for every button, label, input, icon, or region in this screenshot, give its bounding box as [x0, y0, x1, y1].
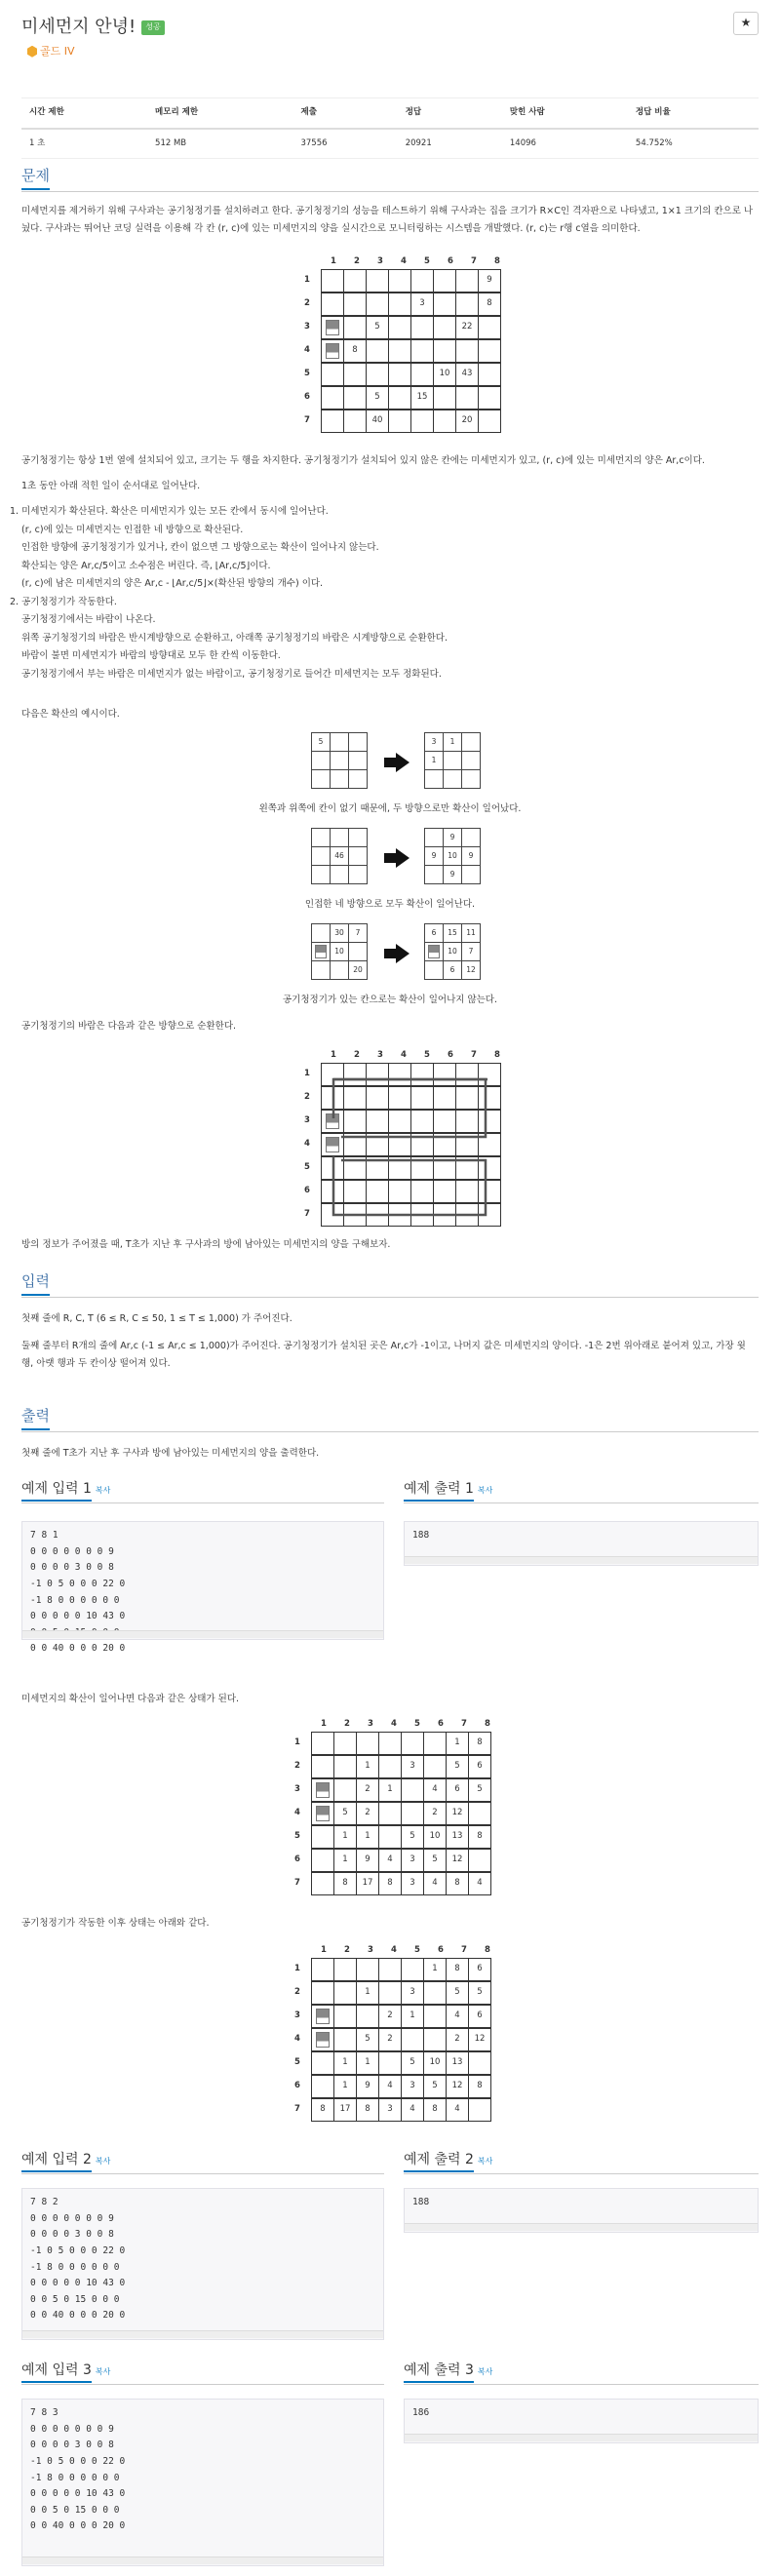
- row-number: 7: [304, 415, 310, 426]
- scrollbar[interactable]: [405, 2434, 758, 2441]
- mini-cell: 9: [461, 846, 481, 866]
- after-clean-note: 공기청정기가 작동한 이후 상태는 아래와 같다.: [21, 1918, 210, 1929]
- example-output-2: 188: [404, 2188, 759, 2233]
- grid-cell: 8: [446, 1872, 469, 1895]
- column-number: 6: [438, 1719, 444, 1729]
- grid-cell: 1: [356, 1981, 379, 2005]
- column-number: 5: [424, 256, 430, 266]
- column-number: 6: [448, 256, 453, 266]
- air-purifier-icon: [316, 2009, 330, 2024]
- column-numbers: [312, 1944, 499, 1958]
- grid-cell: 12: [446, 1802, 469, 1825]
- row-number: 1: [304, 275, 310, 286]
- grid-cell: 1: [333, 2075, 357, 2098]
- row-number: 5: [294, 2057, 300, 2068]
- process-list-item: (r, c)에 있는 미세먼지는 인접한 네 방향으로 확산된다.: [21, 524, 244, 535]
- grid-cell: 2: [446, 2028, 469, 2051]
- wind-arrow-upper: [333, 1079, 486, 1137]
- process-list-item: 인접한 방향에 공기청정기가 있거나, 칸이 없으면 그 방향으로는 확산이 일어나지 않는다.: [21, 542, 379, 554]
- grid-cell: 2: [378, 2028, 402, 2051]
- grid-cell: 1: [333, 1825, 357, 1849]
- grid-cell: 15: [410, 386, 434, 410]
- column-number: 7: [461, 1945, 467, 1955]
- scrollbar[interactable]: [22, 2330, 383, 2338]
- info-header: 메모리 제한: [147, 98, 292, 129]
- grid-cell: 1: [356, 1825, 379, 1849]
- column-number: 8: [485, 1719, 490, 1729]
- mini-cell: 1: [424, 751, 444, 770]
- grid-row: [283, 1755, 499, 1778]
- column-number: 4: [401, 256, 407, 266]
- grid-cell: [378, 1802, 402, 1825]
- column-number: 3: [377, 256, 383, 266]
- air-purifier-icon: [316, 2032, 330, 2048]
- grid-cell: 10: [433, 363, 456, 386]
- spread-caption-1: 왼쪽과 위쪽에 칸이 없기 때문에, 두 방향으로만 확산이 일어났다.: [258, 803, 522, 814]
- grid-cell: [333, 1981, 357, 2005]
- example-input-2: 7 8 2 0 0 0 0 0 0 0 9 0 0 0 0 3 0 0 8 -1 0 5 0 0 0 22 0 -1 8 0 0 0 0 0 0 0 0 0 0 0 10 43 0 0 0 5 0 15 0 0 0 0 0 40 0 0 0 20 0: [21, 2188, 384, 2340]
- grid-cell: 9: [356, 1849, 379, 1872]
- row-number: 3: [294, 1784, 300, 1795]
- column-number: 4: [401, 1050, 407, 1060]
- column-number: 8: [485, 1945, 490, 1955]
- grid-cell: 5: [333, 1802, 357, 1825]
- grid-cell: 1: [401, 2005, 424, 2028]
- grid-cell: 5: [356, 2028, 379, 2051]
- grid-cell: [311, 1732, 334, 1755]
- row-number: 1: [294, 1737, 300, 1748]
- grid-cell: [311, 1872, 334, 1895]
- grid-cell: 17: [356, 1872, 379, 1895]
- grid-cell: 1: [356, 1755, 379, 1778]
- mini-cell: 10: [443, 846, 462, 866]
- grid-cell: 9: [478, 269, 501, 293]
- process-list-item: 확산되는 양은 Ar,c/5이고 소수점은 버린다. 즉, ⌊Ar,c/5⌋이다.: [21, 560, 271, 571]
- grid-cell: 3: [401, 1981, 424, 2005]
- grid-row: [283, 1981, 499, 2005]
- mini-cell: 10: [443, 942, 462, 961]
- spread-example-intro: 다음은 확산의 예시이다.: [21, 709, 120, 720]
- grid-cell: 8: [423, 2098, 447, 2122]
- input-heading: 입력: [21, 1269, 759, 1298]
- mini-cell: 6: [443, 960, 462, 980]
- row-number: 4: [294, 2034, 300, 2045]
- column-number: 5: [424, 1050, 430, 1060]
- grid-row: [283, 1872, 499, 1895]
- mini-cell: 30: [330, 923, 349, 943]
- spread-caption-3: 공기청정기가 있는 칸으로는 확산이 일어나지 않는다.: [282, 995, 497, 1005]
- grid-cell: [356, 2005, 379, 2028]
- grid-cell: 8: [356, 2098, 379, 2122]
- mini-cell: 6: [424, 923, 444, 943]
- example-input-3: 7 8 3 0 0 0 0 0 0 0 9 0 0 0 0 3 0 0 8 -1 0 5 0 0 0 22 0 -1 8 0 0 0 0 0 0 0 0 0 0 0 10 43 0 0 0 5 0 15 0 0 0 0 0 40 0 0 0 20 0: [21, 2399, 384, 2566]
- grid-row: [283, 1958, 499, 1981]
- air-purifier-cell: [311, 1802, 334, 1825]
- grid-cell: [378, 1755, 402, 1778]
- air-purifier-cell: [311, 1778, 334, 1802]
- wind-intro: 공기청정기의 바람은 다음과 같은 방향으로 순환한다.: [21, 1021, 237, 1032]
- grid-cell: 6: [468, 1755, 491, 1778]
- mini-cell: 9: [424, 846, 444, 866]
- process-list-item: 2. 공기청정기가 작동한다.: [10, 596, 117, 607]
- column-number: 4: [391, 1719, 397, 1729]
- scrollbar[interactable]: [405, 1556, 758, 1564]
- grid-cell: 10: [423, 1825, 447, 1849]
- grid-cell: [311, 1958, 334, 1981]
- grid-row: [283, 1778, 499, 1802]
- grid-cell: [401, 1732, 424, 1755]
- row-number: 4: [304, 345, 310, 356]
- mini-cell: 3: [424, 732, 444, 752]
- example-output-2-heading: 예제 출력 2 복사: [404, 2149, 759, 2174]
- column-number: 7: [471, 1050, 477, 1060]
- grid-row: [283, 2098, 499, 2122]
- output-heading: 출력: [21, 1404, 759, 1432]
- info-header: 제출: [292, 98, 397, 129]
- grid-cell: 1: [423, 1958, 447, 1981]
- grid-cell: 5: [401, 1825, 424, 1849]
- purifier-description: 공기청정기는 항상 1번 열에 설치되어 있고, 크기는 두 행을 차지한다. 공기청정기가 설치되어 있지 않은 칸에는 미세먼지가 있고, (r, c)에 있는 미세먼지의 양은 Ar,c이다.: [21, 455, 705, 466]
- copy-button[interactable]: 복사: [477, 2157, 493, 2166]
- grid-cell: 8: [468, 1732, 491, 1755]
- grid-cell: [333, 1755, 357, 1778]
- info-header: 정답 비율: [628, 98, 759, 129]
- grid-cell: 4: [468, 1872, 491, 1895]
- scrollbar[interactable]: [405, 2223, 758, 2231]
- column-number: 1: [331, 1050, 336, 1060]
- column-numbers: [312, 1718, 499, 1732]
- grid-cell: 5: [468, 1778, 491, 1802]
- example-output-3: 186: [404, 2399, 759, 2443]
- row-number: 5: [304, 369, 310, 379]
- grid-cell: 1: [378, 1778, 402, 1802]
- grid-cell: [356, 1732, 379, 1755]
- info-value: 1 초: [21, 129, 147, 159]
- grid-cell: 8: [446, 1958, 469, 1981]
- grid-cell: 5: [423, 1849, 447, 1872]
- column-number: 8: [494, 256, 500, 266]
- grid-cell: [333, 1958, 357, 1981]
- copy-button[interactable]: 복사: [477, 2367, 493, 2376]
- grid-cell: 13: [446, 2051, 469, 2075]
- info-value: 512 MB: [147, 129, 292, 159]
- column-number: 6: [438, 1945, 444, 1955]
- row-number: 5: [304, 1162, 310, 1173]
- grid-cell: [311, 1849, 334, 1872]
- row-number: 7: [304, 1209, 310, 1220]
- mini-cell: 20: [348, 960, 368, 980]
- problem-description: 미세먼지를 제거하기 위해 구사과는 공기청정기를 설치하려고 한다. 공기청정기의 성능을 테스트하기 위해 구사과는 집을 크기가 R×C인 격자판으로 나타냈고, 1×1 크기의 칸으로 나눴다. 구사과는 뛰어난 코딩 실력을 이용해 각 칸 (r, c)에 있는 미세먼지의 양을 실시간으로 모니터링하는 시스템을 개발했다. (r, c)는 r행 c열을 의미한다.: [21, 206, 754, 235]
- mini-cell: 9: [443, 865, 462, 884]
- scrollbar[interactable]: [22, 2556, 383, 2564]
- air-purifier-cell: [311, 2005, 334, 2028]
- grid-cell: 10: [423, 2051, 447, 2075]
- grid-cell: 5: [468, 1981, 491, 2005]
- star-button[interactable]: ★: [733, 12, 759, 35]
- grid-cell: [311, 1755, 334, 1778]
- grid-cell: 5: [446, 1981, 469, 2005]
- grid-cell: 4: [446, 2005, 469, 2028]
- process-list-item: 1. 미세먼지가 확산된다. 확산은 미세먼지가 있는 모든 칸에서 동시에 일어난다.: [10, 506, 329, 517]
- grid-cell: [378, 2051, 402, 2075]
- grid-cell: [378, 1981, 402, 2005]
- mini-cell: 9: [443, 828, 462, 847]
- grid-cell: 9: [356, 2075, 379, 2098]
- row-number: 2: [294, 1761, 300, 1772]
- column-number: 1: [321, 1719, 327, 1729]
- column-number: 6: [448, 1050, 453, 1060]
- grid-cell: [423, 1732, 447, 1755]
- grid-cell: 8: [343, 339, 367, 363]
- grid-cell: [401, 1802, 424, 1825]
- example-output-3-heading: 예제 출력 3 복사: [404, 2360, 759, 2385]
- row-number: 7: [294, 1878, 300, 1889]
- row-number: 6: [294, 2081, 300, 2091]
- grid-cell: 6: [468, 2005, 491, 2028]
- process-list-item: 공기청정기에서 부는 바람은 미세먼지가 없는 바람이고, 공기청정기로 들어간 미세먼지는 모두 정화된다.: [21, 668, 442, 680]
- status-badge: 성공: [141, 20, 164, 35]
- air-purifier-cell: [311, 2028, 334, 2051]
- grid-cell: [378, 1958, 402, 1981]
- process-list-item: (r, c)에 남은 미세먼지의 양은 Ar,c - ⌊Ar,c/5⌋×(확산된 방향의 개수) 이다.: [21, 578, 324, 590]
- grid-cell: 1: [333, 1849, 357, 1872]
- grid-cell: 4: [401, 2098, 424, 2122]
- grid-cell: 8: [468, 1825, 491, 1849]
- example-input-1-heading: 예제 입력 1 복사: [21, 1478, 384, 1503]
- grid-cell: [356, 1958, 379, 1981]
- cleaned-grid: [283, 1944, 499, 2122]
- question-statement: 방의 정보가 주어졌을 때, T초가 지난 후 구사과의 방에 남아있는 미세먼지의 양을 구해보자.: [21, 1239, 391, 1250]
- grid-row: [283, 2028, 499, 2051]
- row-number: 2: [294, 1987, 300, 1998]
- grid-cell: [423, 1755, 447, 1778]
- after-spread-note: 미세먼지의 확산이 일어나면 다음과 같은 상태가 된다.: [21, 1694, 240, 1704]
- row-number: 4: [294, 1808, 300, 1818]
- grid-cell: 40: [366, 410, 389, 433]
- grid-cell: 2: [356, 1802, 379, 1825]
- problem-heading: 문제: [21, 164, 759, 192]
- row-number: 3: [294, 2010, 300, 2021]
- grid-cell: 12: [446, 2075, 469, 2098]
- copy-button[interactable]: 복사: [95, 2157, 111, 2166]
- column-number: 3: [377, 1050, 383, 1060]
- tier-label: 골드 IV: [40, 45, 75, 58]
- row-number: 6: [294, 1854, 300, 1865]
- grid-cell: 4: [378, 2075, 402, 2098]
- column-number: 2: [354, 256, 360, 266]
- grid-cell: [468, 1802, 491, 1825]
- example-input-2-heading: 예제 입력 2 복사: [21, 2149, 384, 2174]
- column-number: 7: [471, 256, 477, 266]
- info-value: 20921: [398, 129, 502, 159]
- grid-cell: [468, 2098, 491, 2122]
- row-number: 3: [304, 1115, 310, 1126]
- grid-cell: 3: [378, 2098, 402, 2122]
- grid-cell: 2: [423, 1802, 447, 1825]
- mini-cell: 7: [461, 942, 481, 961]
- mini-cell: 11: [461, 923, 481, 943]
- column-number: 1: [321, 1945, 327, 1955]
- mini-cell: 46: [330, 846, 349, 866]
- column-number: 3: [368, 1945, 373, 1955]
- mini-cell: 15: [443, 923, 462, 943]
- grid-cell: 5: [446, 1755, 469, 1778]
- grid-cell: 5: [423, 2075, 447, 2098]
- grid-cell: [468, 1849, 491, 1872]
- grid-row: [283, 1732, 499, 1755]
- grid-cell: 12: [446, 1849, 469, 1872]
- info-value: 37556: [292, 129, 397, 159]
- grid-cell: 5: [366, 386, 389, 410]
- row-number: 1: [304, 1069, 310, 1079]
- column-number: 7: [461, 1719, 467, 1729]
- column-number: 2: [344, 1719, 350, 1729]
- grid-cell: [401, 1958, 424, 1981]
- grid-cell: 2: [356, 1778, 379, 1802]
- grid-cell: 17: [333, 2098, 357, 2122]
- mini-cell: 5: [311, 732, 331, 752]
- example-output-1-heading: 예제 출력 1 복사: [404, 1478, 759, 1503]
- copy-button[interactable]: 복사: [95, 2367, 111, 2376]
- grid-cell: 5: [366, 316, 389, 339]
- grid-cell: 1: [333, 2051, 357, 2075]
- grid-cell: 6: [446, 1778, 469, 1802]
- grid-row: [283, 2075, 499, 2098]
- grid-row: [283, 2051, 499, 2075]
- grid-cell: 3: [410, 293, 434, 316]
- grid-cell: 4: [423, 1778, 447, 1802]
- info-header: 맞힌 사람: [502, 98, 628, 129]
- grid-cell: 3: [401, 1849, 424, 1872]
- grid-cell: 43: [455, 363, 479, 386]
- grid-cell: 2: [378, 2005, 402, 2028]
- grid-cell: [311, 2075, 334, 2098]
- grid-cell: [378, 1732, 402, 1755]
- grid-cell: 8: [333, 1872, 357, 1895]
- info-header: 시간 제한: [21, 98, 147, 129]
- grid-cell: 8: [378, 1872, 402, 1895]
- air-purifier-icon: [316, 1806, 330, 1821]
- grid-cell: 6: [468, 1958, 491, 1981]
- process-list-item: 위쪽 공기청정기의 바람은 반시계방향으로 순환하고, 아래쪽 공기청정기의 바람은 시계방향으로 순환한다.: [21, 632, 448, 644]
- grid-cell: 4: [446, 2098, 469, 2122]
- row-number: 6: [304, 1186, 310, 1196]
- grid-cell: [333, 1778, 357, 1802]
- spread-caption-2: 인접한 네 방향으로 모두 확산이 일어난다.: [304, 899, 476, 910]
- grid-cell: 8: [311, 2098, 334, 2122]
- grid-row: [283, 1825, 499, 1849]
- copy-button[interactable]: 복사: [95, 1486, 111, 1495]
- grid-cell: [378, 1825, 402, 1849]
- grid-cell: 4: [423, 1872, 447, 1895]
- copy-button[interactable]: 복사: [477, 1486, 493, 1495]
- grid-cell: [311, 1825, 334, 1849]
- row-number: 5: [294, 1831, 300, 1842]
- column-number: 4: [391, 1945, 397, 1955]
- page-title: 미세먼지 안녕!: [21, 17, 136, 37]
- grid-cell: 1: [446, 1732, 469, 1755]
- input-line-1: 첫째 줄에 R, C, T (6 ≤ R, C ≤ 50, 1 ≤ T ≤ 1,000) 가 주어진다.: [21, 1313, 292, 1324]
- column-number: 8: [494, 1050, 500, 1060]
- row-number: 3: [304, 322, 310, 332]
- info-value: 14096: [502, 129, 628, 159]
- row-number: 4: [304, 1139, 310, 1150]
- row-number: 2: [304, 298, 310, 309]
- process-list-item: 바람이 불면 미세먼지가 바람의 방향대로 모두 한 칸씩 이동한다.: [21, 650, 281, 662]
- output-line: 첫째 줄에 T초가 지난 후 구사과 방에 남아있는 미세먼지의 양을 출력한다.: [21, 1448, 320, 1459]
- column-number: 5: [414, 1945, 420, 1955]
- column-number: 3: [368, 1719, 373, 1729]
- grid-cell: 22: [455, 316, 479, 339]
- scrollbar[interactable]: [22, 1630, 383, 1638]
- grid-cell: [468, 2051, 491, 2075]
- air-purifier-icon: [316, 1782, 330, 1798]
- grid-cell: [333, 2028, 357, 2051]
- grid-row: [283, 2005, 499, 2028]
- row-number: 2: [304, 1092, 310, 1103]
- column-number: 5: [414, 1719, 420, 1729]
- grid-cell: [423, 2028, 447, 2051]
- grid-cell: [311, 2051, 334, 2075]
- process-list-item: 공기청정기에서는 바람이 나온다.: [21, 614, 156, 626]
- info-header: 정답: [398, 98, 502, 129]
- grid-cell: 20: [455, 410, 479, 433]
- mini-cell: 1: [443, 732, 462, 752]
- grid-cell: 4: [378, 1849, 402, 1872]
- mini-cell: 12: [461, 960, 481, 980]
- example-input-1: 7 8 1 0 0 0 0 0 0 0 9 0 0 0 0 3 0 0 8 -1 0 5 0 0 0 22 0 -1 8 0 0 0 0 0 0 0 0 0 0 0 10 43 0 0 0 40 0 0 0 20 0: [21, 1521, 384, 1640]
- grid-cell: 5: [401, 2051, 424, 2075]
- grid-cell: 13: [446, 1825, 469, 1849]
- column-number: 2: [354, 1050, 360, 1060]
- grid-cell: [401, 2028, 424, 2051]
- example-input-3-heading: 예제 입력 3 복사: [21, 2360, 384, 2385]
- example-output-1: 188: [404, 1521, 759, 1566]
- grid-row: [283, 1849, 499, 1872]
- grid-cell: 1: [356, 2051, 379, 2075]
- wind-arrow-upper-left: [333, 1079, 488, 1118]
- grid-cell: 12: [468, 2028, 491, 2051]
- grid-cell: [333, 2005, 357, 2028]
- grid-row: [283, 1802, 499, 1825]
- column-number: 1: [331, 256, 336, 266]
- per-second-description: 1초 동안 아래 적힌 일이 순서대로 일어난다.: [21, 481, 201, 491]
- wind-arrow-lower: [333, 1156, 486, 1215]
- grid-cell: [423, 1981, 447, 2005]
- mini-cell: 7: [348, 923, 368, 943]
- mini-cell: 10: [330, 942, 349, 961]
- grid-cell: [401, 1778, 424, 1802]
- spread-grid: [283, 1718, 499, 1895]
- grid-cell: 3: [401, 1872, 424, 1895]
- row-number: 7: [294, 2104, 300, 2115]
- input-line-2: 둘째 줄부터 R개의 줄에 Ar,c (-1 ≤ Ar,c ≤ 1,000)가 주어진다. 공기청정기가 설치된 곳은 Ar,c가 -1이고, 나머지 값은 미세먼지의 양이다. -1은 2번 위아래로 붙어져 있고, 가장 윗 행, 아랫 행과 두 칸이상 떨어져 있다.: [21, 1341, 746, 1370]
- row-number: 1: [294, 1964, 300, 1974]
- grid-cell: 3: [401, 1755, 424, 1778]
- row-number: 6: [304, 392, 310, 403]
- grid-cell: 8: [478, 293, 501, 316]
- grid-cell: 8: [468, 2075, 491, 2098]
- grid-cell: [311, 1981, 334, 2005]
- info-value: 54.752%: [628, 129, 759, 159]
- grid-cell: [423, 2005, 447, 2028]
- grid-cell: 3: [401, 2075, 424, 2098]
- grid-cell: [333, 1732, 357, 1755]
- column-number: 2: [344, 1945, 350, 1955]
